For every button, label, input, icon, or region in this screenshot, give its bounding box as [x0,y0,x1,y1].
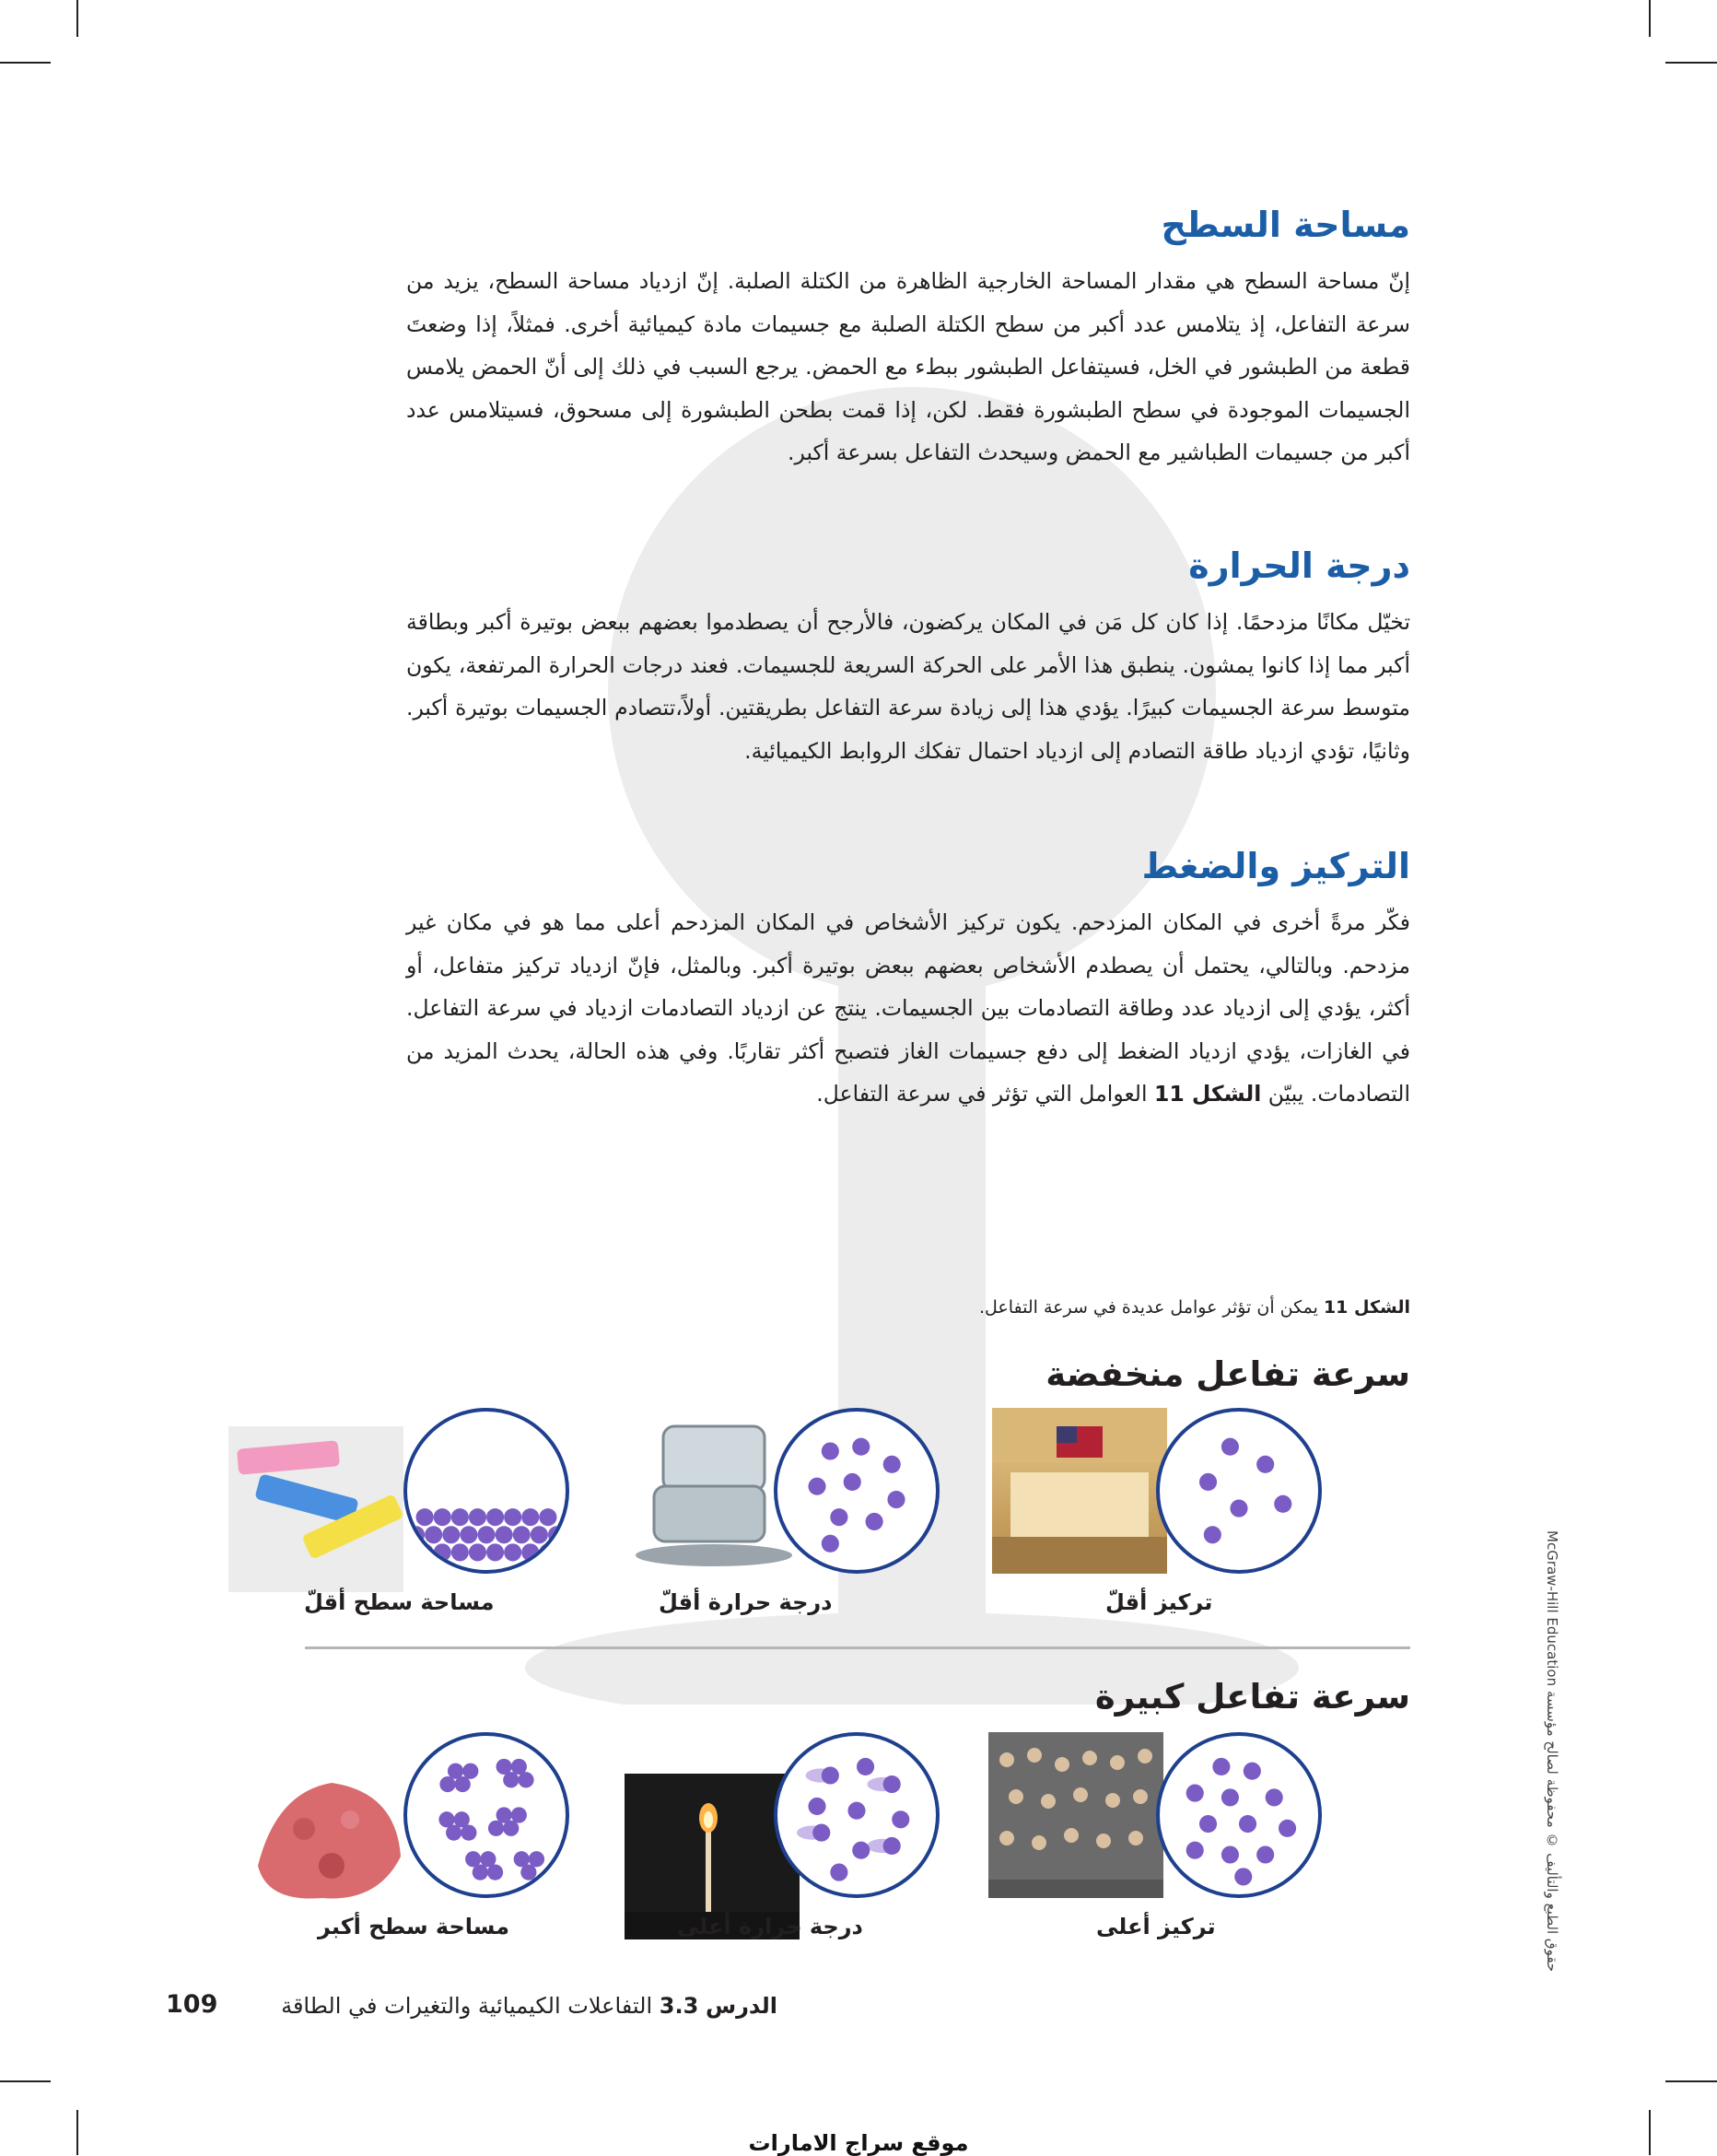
crop-mark [0,62,51,64]
footer-lesson-label: الدرس [705,1993,777,2019]
footer-lesson-title: التفاعلات الكيميائية والتغيرات في الطاقة [281,1993,653,2019]
label-low-concentration: تركيز أقلّ [1105,1589,1213,1615]
label-high-surface: مساحة سطح أكبر [318,1914,510,1939]
paragraph-surface-area: إنّ مساحة السطح هي مقدار المساحة الخارجية الظاهرة من الكتلة الصلبة. إنّ ازدياد مساحة السطح، يزيد من سرعة التفاعل، إذ يتلامس عدد أكبر من سطح الكتلة الصلبة مع جسيمات مادة كيميائية أخرى. فمثلاً، إذا وضعتَ قطعة من الطبشور في الخل، فسيتفاعل الطبشور ببطء مع الحمض. يرجع السبب في ذلك إلى أنّ الحمض يلامس الجسيمات الموجودة في سطح الطبشورة فقط. لكن، إذا قمت بطحن الطبشورة إلى مسحوق، فسيتلامس عدد أكبر من جسيمات الطباشير مع الحمض وسيحدث التفاعل بسرعة أكبر. [406,268,1410,465]
section-title-concentration: التركيز والضغط [1141,846,1410,886]
paragraph-temperature: تخيّل مكانًا مزدحمًا. إذا كان كل مَن في المكان يركضون، فالأرجح أن يصطدموا بعضهم ببعض بوتيرة أكبر وبطاقة أكبر مما إذا كانوا يمشون. ينطبق هذا الأمر على الحركة السريعة للجسيمات. فعند درجات الحرارة المرتفعة، يكون متوسط سرعة الجسيمات كبيرًا. يؤدي هذا إلى زيادة سرعة التفاعل بطريقتين. أولاً،تتصادم الجسيمات بوتيرة أكبر. وثانيًا، تؤدي ازدياد طاقة التصادم إلى ازدياد احتمال تفكك الروابط الكيميائية. [406,609,1410,764]
label-low-temperature: درجة حرارة أقلّ [659,1589,833,1615]
figure-caption-label: الشكل 11 [1323,1297,1410,1318]
figure-caption-text: يمكن أن تؤثر عوامل عديدة في سرعة التفاعل. [978,1297,1318,1318]
figure-divider [305,1646,1410,1649]
paragraph-concentration [406,901,1410,1116]
section-title-surface-area: مساحة السطح [1161,205,1410,245]
particles-low-temperature [774,1408,940,1574]
figure-caption [979,1297,1410,1318]
concentration-body-part1: فكّر مرةً أخرى في المكان المزدحم. يكون تركيز الأشخاص في المكان المزدحم أعلى مما هو في مكان غير مزدحم. وبالتالي، يحتمل أن يصطدم الأشخاص بعضهم ببعض بوتيرة أكبر. وبالمثل، فإنّ ازدياد تركيز متفاعل، أو أكثر، يؤدي إلى ازدياد عدد وطاقة التصادمات بين الجسيمات. ينتج عن ازدياد التصادمات ازدياد في سرعة التفاعل. في الغازات، يؤدي ازدياد الضغط إلى دفع جسيمات الغاز فتصبح أكثر تقاربًا. وفي هذه الحالة، يحدث المزيد من التصادمات. يبيّن [406,909,1410,1107]
label-high-temperature: درجة حرارة أعلى [677,1914,863,1939]
label-low-surface: مساحة سطح أقلّ [304,1589,495,1615]
crop-mark [76,0,78,37]
particles-low-concentration [1156,1408,1322,1574]
crop-mark [1649,0,1651,37]
chalk-powder-photo [239,1755,415,1921]
low-rate-title: سرعة تفاعل منخفضة [1045,1354,1410,1394]
footer-lesson [281,1993,777,2019]
footer-lesson-number: 3.3 [659,1993,699,2019]
particles-high-temperature [774,1732,940,1898]
crop-mark [1665,2080,1717,2082]
label-high-concentration: تركيز أعلى [1096,1914,1216,1939]
high-rate-title: سرعة تفاعل كبيرة [1094,1677,1410,1717]
figure-reference: الشكل 11 [1153,1081,1262,1107]
section-title-temperature: درجة الحرارة [1188,545,1410,586]
concentration-body-part2: العوامل التي تؤثر في سرعة التفاعل. [816,1081,1148,1107]
site-name: موقع سراج الامارات [748,2130,969,2156]
particles-high-surface [403,1732,569,1898]
crop-mark [0,2080,51,2082]
copyright-credit: حقوق الطبع والتأليف © محفوظة لصالح مؤسسة McGraw-Hill Education [1544,1529,1560,1972]
chalk-photo [228,1426,403,1592]
station-photo-sparse [992,1408,1167,1574]
particles-high-concentration [1156,1732,1322,1898]
crowd-photo [988,1732,1163,1898]
crop-mark [1665,62,1717,64]
page-number: 109 [166,1990,218,2019]
particles-low-surface [403,1408,569,1574]
